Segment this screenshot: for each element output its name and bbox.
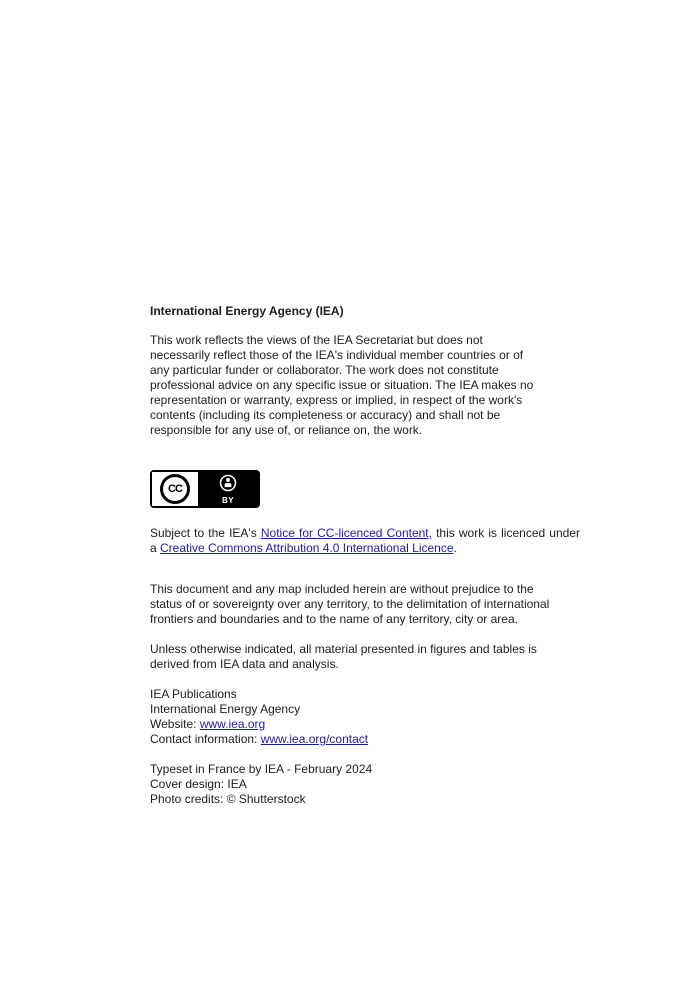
cc-badge-right: [198, 472, 258, 506]
photo-credits-line: Photo credits: © Shutterstock: [150, 792, 306, 806]
contact-line: [150, 732, 582, 747]
licence-text-post: .: [453, 541, 457, 555]
by-label: BY: [221, 495, 235, 505]
typeset-line: Typeset in France by IEA - February 2024: [150, 762, 373, 776]
cover-design-line: Cover design: IEA: [150, 777, 247, 791]
footer-block: [150, 762, 582, 807]
licence-paragraph: [150, 526, 580, 556]
page-title: International Energy Agency (IEA): [150, 304, 344, 318]
agency-line: International Energy Agency: [150, 702, 301, 716]
cc-by-badge: [150, 470, 260, 508]
website-line: [150, 717, 582, 732]
page-content: [150, 304, 582, 807]
publications-block: [150, 687, 582, 747]
contact-link[interactable]: www.iea.org/contact: [260, 732, 369, 746]
territory-paragraph: This document and any map included herein are without prejudice to the status of or sovereignty over any territory, to the delimitation of international frontiers and boundaries and to the name of any territory, city or area.: [150, 582, 550, 626]
materials-paragraph: Unless otherwise indicated, all material presented in figures and tables is derived from IEA data and analysis.: [150, 642, 537, 671]
cc-badge-left: [152, 472, 198, 506]
cc-icon: CC: [160, 474, 190, 504]
cc-licence-link[interactable]: Creative Commons Attribution 4.0 International Licence: [160, 541, 454, 555]
person-icon: [219, 474, 237, 496]
disclaimer-paragraph: This work reflects the views of the IEA Secretariat but does not necessarily reflect those of the IEA's individual member countries or of any particular funder or collaborator. The work does not constitute professional advice on any specific issue or situation. The IEA makes no representation or warranty, express or implied, in respect of the work's contents (including its completeness or accuracy) and shall not be responsible for any use of, or reliance on, the work.: [150, 333, 534, 437]
notice-link[interactable]: Notice for CC-licenced Content,: [260, 526, 432, 540]
contact-label: Contact information:: [150, 732, 261, 746]
website-label: Website:: [150, 717, 200, 731]
licence-text-pre: Subject to the IEA's: [150, 526, 261, 540]
publications-line: IEA Publications: [150, 687, 237, 701]
website-link[interactable]: www.iea.org: [199, 717, 266, 731]
licence-text-mid: this work is licenced under a: [150, 526, 580, 555]
